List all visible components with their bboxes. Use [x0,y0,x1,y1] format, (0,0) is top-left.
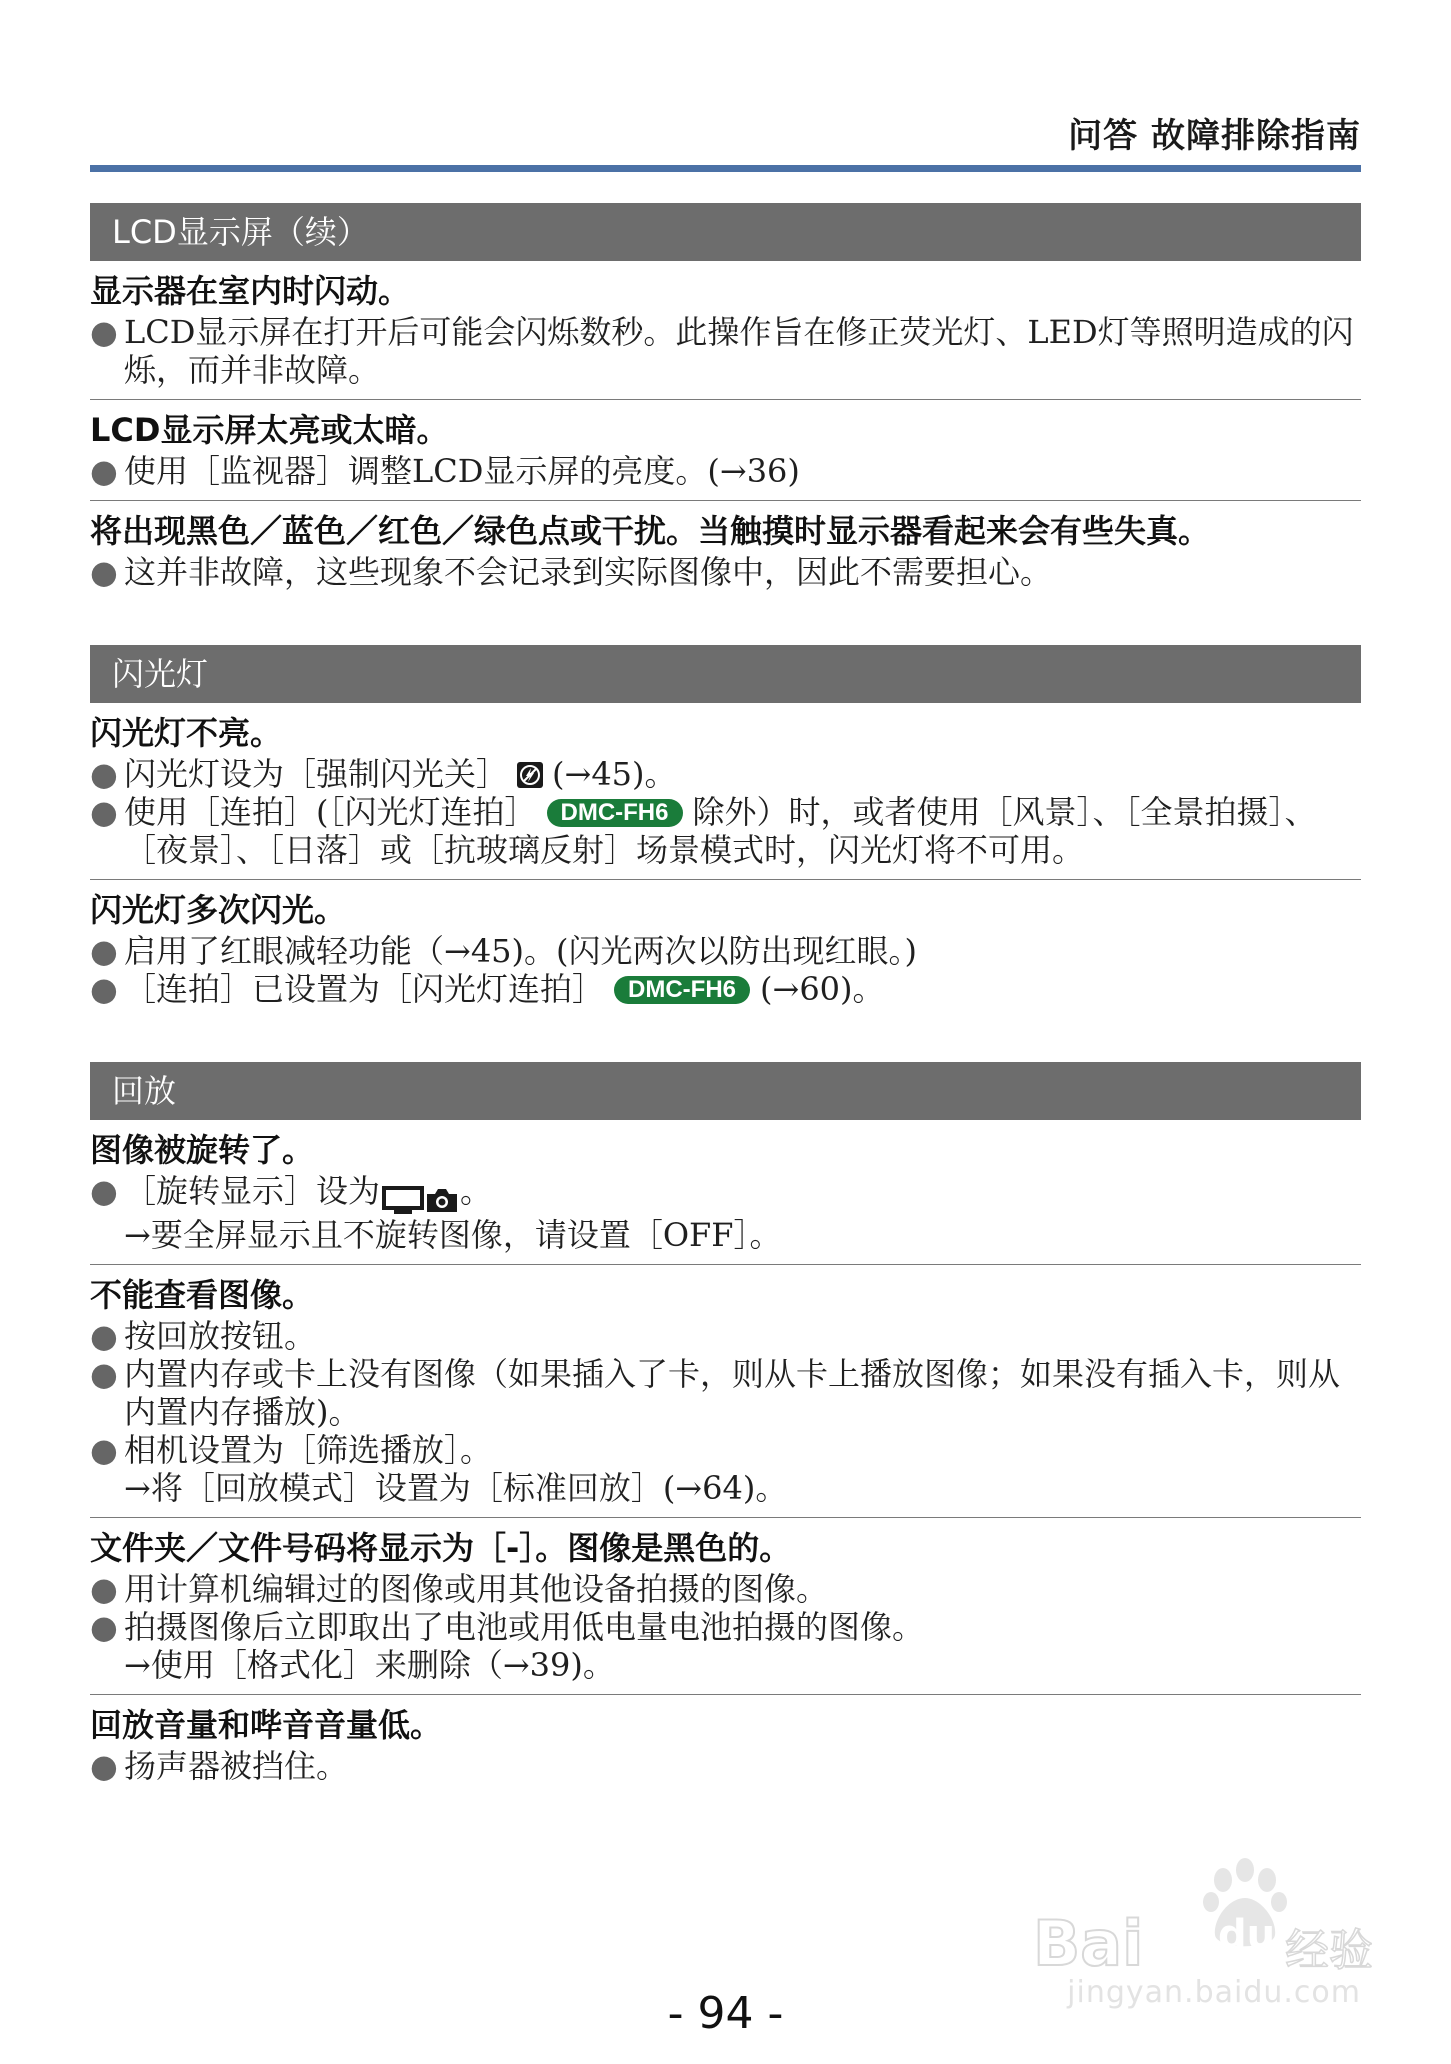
bullet-icon: ● [90,1570,118,1608]
answer-remedy: →将［回放模式］设置为［标准回放］(→64)。 [124,1469,788,1507]
page-header-title: 问答 故障排除指南 [1068,116,1361,156]
answer-text: 内置内存或卡上没有图像（如果插入了卡，则从卡上播放图像；如果没有插入卡，则从内置内存播放)。 [124,1355,1341,1431]
section-title: LCD显示屏（续） [90,203,1361,261]
model-badge: DMC-FH6 [547,799,683,827]
page-number: - 94 - [667,1988,784,2039]
answer-text: 拍摄图像后立即取出了电池或用低电量电池拍摄的图像。 [124,1608,925,1646]
model-badge: DMC-FH6 [614,976,750,1004]
bullet-icon: ● [90,1317,118,1355]
answer-text: 。 [460,1172,493,1210]
bullet-icon: ● [90,1355,118,1393]
bullet-icon: ● [90,932,118,970]
answer-text: 扬声器被挡住。 [124,1747,349,1785]
answer-text: LCD显示屏在打开后可能会闪烁数秒。此操作旨在修正荧光灯、LED灯等照明造成的闪烁，而并非故障。 [124,313,1354,389]
answer-bullet [90,932,1361,970]
question: 闪光灯不亮。 [90,714,283,752]
answer-text: 使用［连拍］(［闪光灯连拍］ [124,793,537,831]
question: LCD显示屏太亮或太暗。 [90,411,449,449]
header-rule [90,165,1361,172]
rotate-display-icons [382,1178,460,1216]
watermark-cn: 经验 [1285,1925,1373,1976]
section-title: 回放 [90,1062,1361,1120]
watermark-url: jingyan.baidu.com [1067,1975,1361,2010]
question: 图像被旋转了。 [90,1131,315,1169]
section-lcd [90,203,1361,601]
question: 不能查看图像。 [90,1276,315,1314]
qa-item [90,501,1361,601]
bullet-icon: ● [90,553,118,591]
answer-text: 除外）时，或者使用［风景］、［全景拍摄］、［夜景］、［日落］或［抗玻璃反射］场景模式时，闪光灯将不可用。 [124,793,1317,869]
section-title: 闪光灯 [90,645,1361,703]
answer-bullet [90,553,1361,591]
question: 文件夹／文件号码将显示为［-］。图像是黑色的。 [90,1529,792,1567]
answer-bullet [90,452,1361,490]
answer-text: ［连拍］已设置为［闪光灯连拍］ [124,970,605,1008]
answer-text: 使用［监视器］调整LCD显示屏的亮度。(→36) [124,452,800,490]
answer-bullet [90,793,1361,869]
answer-bullet [90,755,1361,793]
answer-text: 相机设置为［筛选播放］。 [124,1431,493,1469]
qa-item [90,1518,1361,1695]
qa-item [90,261,1361,400]
qa-item [90,400,1361,501]
qa-item [90,1695,1361,1795]
answer-text: 闪光灯设为［强制闪光关］ [124,755,509,793]
bullet-icon: ● [90,793,118,831]
answer-bullet [90,1355,1361,1431]
answer-text: ［旋转显示］设为 [124,1172,381,1210]
section-playback [90,1062,1361,1795]
answer-bullet [90,1570,1361,1608]
bullet-icon: ● [90,1431,118,1469]
section-flash [90,645,1361,1018]
answer-bullet [90,1431,1361,1469]
camera-icon [424,1185,460,1215]
answer-text: (→45)。 [552,755,677,793]
qa-item [90,1120,1361,1265]
bullet-icon: ● [90,970,118,1008]
bullet-icon: ● [90,313,118,351]
monitor-icon [382,1185,424,1215]
answer-bullet [90,1608,1361,1646]
bullet-icon: ● [90,452,118,490]
page-content [90,203,1361,1839]
watermark-brand-du: du [1218,1912,1276,1958]
answer-bullet [90,313,1361,389]
bullet-icon: ● [90,755,118,793]
watermark-brand: Bai [1033,1907,1144,1980]
answer-text: 启用了红眼减轻功能（→45)。(闪光两次以防出现红眼。) [124,932,917,970]
answer-text: 按回放按钮。 [124,1317,317,1355]
answer-text: 用计算机编辑过的图像或用其他设备拍摄的图像。 [124,1570,829,1608]
answer-bullet [90,970,1361,1008]
answer-remedy: →要全屏显示且不旋转图像，请设置［OFF］。 [124,1216,782,1254]
question: 回放音量和哔音音量低。 [90,1706,443,1744]
qa-item [90,880,1361,1018]
qa-item [90,1265,1361,1518]
bullet-icon: ● [90,1608,118,1646]
answer-bullet [90,1747,1361,1785]
question: 将出现黑色／蓝色／红色／绿色点或干扰。当触摸时显示器看起来会有些失真。 [90,512,1211,550]
question: 显示器在室内时闪动。 [90,272,411,310]
answer-text: (→60)。 [760,970,885,1008]
bullet-icon: ● [90,1172,118,1210]
qa-item [90,703,1361,880]
bullet-icon: ● [90,1747,118,1785]
answer-bullet [90,1172,1361,1216]
flash-off-icon [516,761,544,789]
question: 闪光灯多次闪光。 [90,891,347,929]
answer-text: 这并非故障，这些现象不会记录到实际图像中，因此不需要担心。 [124,553,1053,591]
answer-remedy: →使用［格式化］来删除（→39)。 [124,1646,615,1684]
answer-bullet [90,1317,1361,1355]
